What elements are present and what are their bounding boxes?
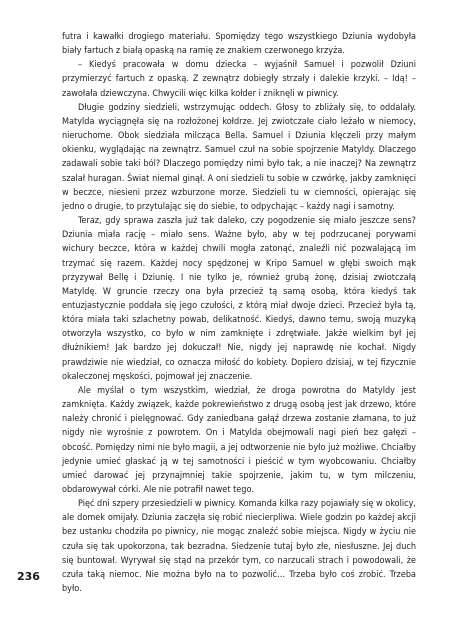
paragraph: Pięć dni szpery przesiedzieli w piwnicy. Komanda kilka razy pojawiały się w okolicy, ale domek omijały. Dziunia zaczęła się robić niecierpliwa. Wiele godzin po każdej akcji bez ustanku chodziła po piwnicy, nie mogąc znaleźć sobie miejsca. Nigdy w życiu nie czuła się tak upokorzona, tak bezradna. Siedzenie tutaj było złe, niesłuszne. Jej duch się buntował. Wyrywał się stąd na przekór tym, co narzucali strach i powodowali, że czuła taką niemoc. Nie można było na to pozwolić… Trzeba było coś zrobić. Trzeba było. <box>62 499 416 595</box>
page-number: 236 <box>17 570 40 583</box>
paragraph: – Kiedyś pracowała w domu dziecka – wyjaśnił Samuel i pozwolił Dziuni przymierzyć fartuch z opaską. Z zewnątrz dobiegły strzały i dalekie krzyki. – Idą! – zawołała dziewczyna. Chwycili więc kilka kołder i zniknęli w piwnicy. <box>62 60 416 99</box>
paragraph: Teraz, gdy sprawa zaszła już tak daleko, czy pogodzenie się miało jeszcze sens? Dziunia miała rację – miało sens. Ważne było, aby w tej podrzucanej porywami wichury beczce, która w każdej chwili mogła zatonąć, znaleźli nić pozwalającą im trzymać się razem. Każdej nocy spędzonej w Kripo Samuel w głębi swoich mąk przyzywał Bellę i Dziunię. I nie tylko je, również grubą żonę, dzisiaj zwiotczałą Matyldę. W gruncie rzeczy ona była przecież tą samą osobą, która kiedyś tak entuzjastycznie poddała się jego czułości, z którą miał dwoje dzieci. Przecież była tą, która miała taki szlachetny powab, delikatność. Kiedyś, dawno temu, swoją muzyką otworzyła wszystko, co było w nim zamknięte i zdrętwiałe. Jakże wielkim był jej dłużnikiem! Jak bardzo jej dokuczał! Nie, nigdy jej naprawdę nie kochał. Nigdy prawdziwie nie wiedział, co oznacza miłość do kobiety. Dopiero dzisiaj, w tej fizycznie okaleczonej męskości, pojmował jej znaczenie. <box>62 216 416 382</box>
paragraph: futra i kawałki drogiego materiału. Spomiędzy tego wszystkiego Dziunia wydobyła biały fartuch z białą opaską na ramię ze znakiem czerwonego krzyża. <box>62 32 416 57</box>
paragraph: Ale myślał o tym wszystkim, wiedział, że droga powrotna do Matyldy jest zamknięta. Każdy związek, każde pokrewieństwo z drugą osobą jest jak drzewo, które należy chronić i pielęgnować. Gdy zaniedbana gałąź drzewa zostanie złamana, to już nigdy nie wyrośnie z powrotem. On i Matylda obejmowali nagi pień bez gałęzi – obcość. Pomiędzy nimi nie było magii, a jej odtworzenie nie było już możliwe. Chciałby jedynie umieć głaskać ją w tej samotności i pieścić w tym wyobcowaniu. Chciałby umieć darować jej przynajmniej takie spojrzenie, jakim tu, w tym milczeniu, obdarowywał córki. Ale nie potrafił nawet tego. <box>62 385 416 495</box>
paragraph: Długie godziny siedzieli, wstrzymując oddech. Głosy to zbliżały się, to oddalały. Matylda wyciągnęła się na rozłożonej kołdrze. Jej zwiotczałe ciało leżało w niemocy, nieruchome. Obok siedziała milcząca Bella. Samuel i Dziunia klęczeli przy małym okienku, wyglądając na zewnątrz. Samuel czuł na sobie spojrzenie Matyldy. Dlaczego zadawali sobie taki ból? Dlaczego pomiędzy nimi było tak, a nie inaczej? Na zewnątrz szalał huragan. Świat niemal ginął. A oni siedzieli tu sobie w czwórkę, jakby zamknięci w beczce, niesieni przez wzburzone morze. Siedzieli tu w ciemności, opierając się jedno o drugie, to przytulając się do siebie, to odpychając – każdy nagi i samotny. <box>62 102 416 212</box>
body-text <box>62 30 416 596</box>
